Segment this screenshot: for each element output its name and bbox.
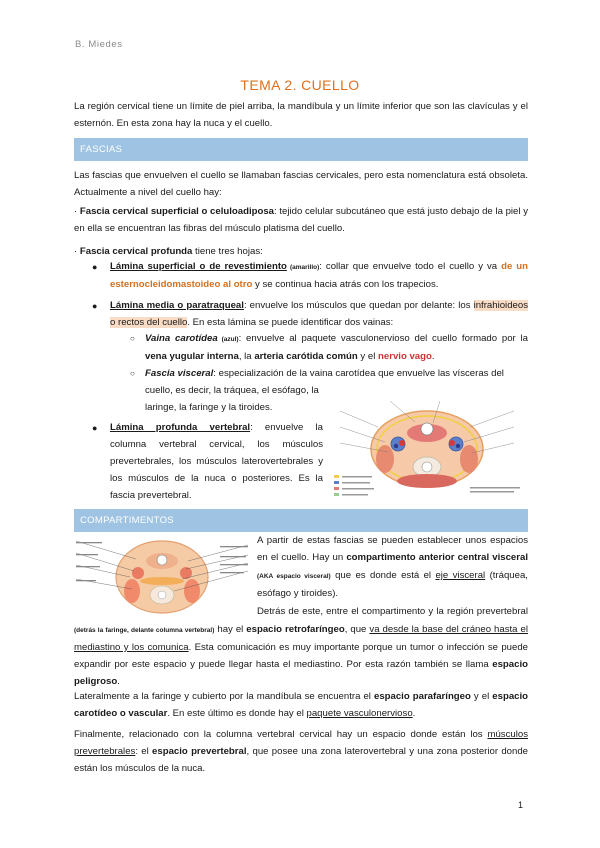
bullet-dot: ● xyxy=(92,423,98,433)
section-heading-fascias: FASCIAS xyxy=(74,138,528,161)
compartimentos-p1: A partir de estas fascias se pueden establecer unos espacios en el cuello. Hay un compartimento anterior central visceral (AKA espacio visceral) que es donde está el eje visceral (tráquea, esófago y tiroides). xyxy=(257,535,529,599)
bullet-dot: ● xyxy=(92,262,98,272)
fascia-superficial-paragraph: · Fascia cervical superficial o celuloadiposa: tejido celular subcutáneo que está justo debajo de la piel y en ella se encuentran las fibras del músculo platisma del cuello. xyxy=(74,206,528,234)
bullet-dot: ● xyxy=(92,301,98,311)
fascia-visceral-item-rest: cuello, es decir, la tráquea, el esófago, la laringe, la faringe y la tiroides. xyxy=(145,385,319,413)
fascia-visceral-item-line1: Fascia visceral: especialización de la vaina carotídea que envuelve las vísceras del xyxy=(145,368,504,379)
lamina-superficial-item: Lámina superficial o de revestimiento (amarillo): collar que envuelve todo el cuello y va de un esternocleidomastoideo al otro y se continua hacia atrás con los trapecios. xyxy=(110,261,528,290)
neck-fascia-cross-section-figure xyxy=(330,397,524,503)
fascias-intro: Las fascias que envuelven el cuello se llamaban fascias cervicales, pero esta nomenclatura está obsoleta. Actualmente a nivel del cuello hay: xyxy=(74,170,528,198)
page-number: 1 xyxy=(518,800,524,810)
page-title: TEMA 2. CUELLO xyxy=(240,77,360,93)
intro-paragraph: La región cervical tiene un límite de piel arriba, la mandíbula y un límite inferior que son las clavículas y el esternón. En esta zona hay la nuca y el cuello. xyxy=(74,101,528,129)
bullet-circle: ○ xyxy=(130,334,135,343)
fascia-profunda-paragraph: · Fascia cervical profunda tiene tres hojas: xyxy=(74,246,263,257)
vaina-carotidea-item: Vaina carotídea (azul): envuelve al paquete vasculonervioso del cuello formado por la vena yugular interna, la arteria carótida común y el nervio vago. xyxy=(145,333,528,362)
compartimentos-p2: Detrás de este, entre el compartimento y la región prevertebral (detrás la faringe, delante columna vertebral) hay el espacio retrofaríngeo, que va desde la base del cráneo hasta el mediastino y los comunica. Esta comunicación es muy importante porque un tumor o infección se puede expandir por este espacio y puede llegar hasta el mediastino. Por esta razón también se llama espacio peligroso. xyxy=(74,606,528,687)
section-heading-compartimentos: COMPARTIMENTOS xyxy=(74,509,528,532)
author-header: B. Miedes xyxy=(75,39,123,50)
bullet-circle: ○ xyxy=(130,369,135,378)
lamina-profunda-item: Lámina profunda vertebral: envuelve la columna vertebral cervical, los músculos prevertebrales, los músculos laterovertebrales y los músculos de la nuca o posteriores. Es la fascia prevertebral. xyxy=(110,422,323,501)
compartimentos-p4: Finalmente, relacionado con la columna vertebral cervical hay un espacio donde están los músculos prevertebrales: el espacio prevertebral, que posee una zona laterovertebral y una zona posterior donde están los músculos de la nuca. xyxy=(74,729,528,774)
lamina-media-item: Lámina media o paratraqueal: envuelve los músculos que quedan por delante: los infrahioideos o rectos del cuello. En esta lámina se puede identificar dos vainas: xyxy=(110,300,528,328)
compartimentos-p3: Lateralmente a la faringe y cubierto por la mandíbula se encuentra el espacio parafaríngeo y el espacio carotídeo o vascular. En este último es donde hay el paquete vasculonervioso. xyxy=(74,691,529,719)
